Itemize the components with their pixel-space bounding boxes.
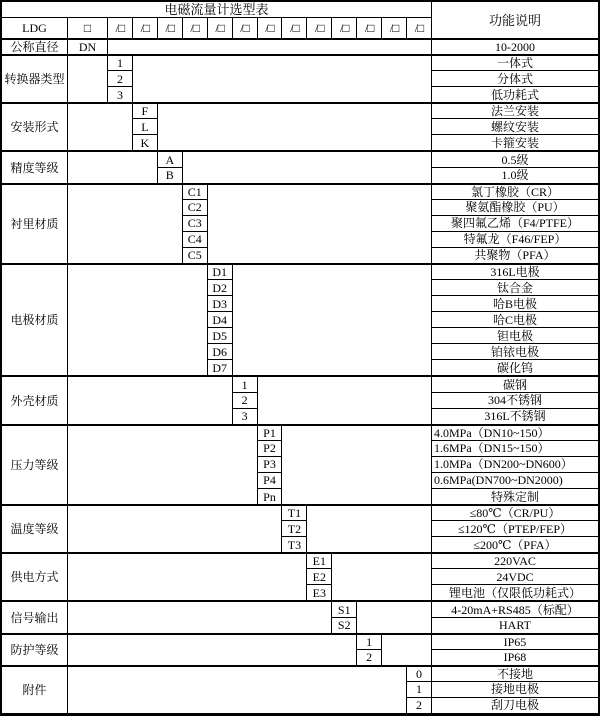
option-desc-cell: 特氟龙（F46/FEP） <box>432 232 598 248</box>
option-code-cell: C2 <box>183 200 208 216</box>
merged-empty-cell <box>68 264 208 377</box>
option-code-cell: 3 <box>108 87 133 103</box>
merged-empty-cell <box>68 601 332 633</box>
model-box-cell: □ <box>68 18 108 39</box>
option-code-cell: D1 <box>208 264 233 280</box>
option-desc-cell: 聚氨酯橡胶（PU） <box>432 200 598 216</box>
category-label: 温度等级 <box>2 505 68 553</box>
option-desc-cell: IP68 <box>432 650 598 666</box>
category-label: 防护等级 <box>2 634 68 666</box>
option-desc-cell: 316L不锈钢 <box>432 409 598 425</box>
category-label: 附件 <box>2 666 68 714</box>
option-desc-cell: 24VDC <box>432 569 598 585</box>
option-code-cell: 2 <box>108 71 133 87</box>
model-slot-cell: /□ <box>208 18 233 39</box>
merged-empty-cell <box>258 376 432 424</box>
category-label: 衬里材质 <box>2 184 68 264</box>
option-code-cell: S2 <box>332 618 357 634</box>
option-code-cell: D3 <box>208 296 233 312</box>
option-desc-cell: ≤120℃（PTEP/FEP） <box>432 521 598 537</box>
option-code-cell: E3 <box>307 585 332 601</box>
merged-empty-cell <box>332 553 432 601</box>
option-desc-cell: 碳化钨 <box>432 360 598 376</box>
option-code-cell: P3 <box>258 457 283 473</box>
option-code-cell: E2 <box>307 569 332 585</box>
option-code-cell: E1 <box>307 553 332 569</box>
option-desc-cell: 螺纹安装 <box>432 119 598 135</box>
option-desc-cell: 接地电极 <box>432 682 598 698</box>
option-desc-cell: 哈B电极 <box>432 296 598 312</box>
merged-empty-cell <box>382 634 432 666</box>
merged-empty-cell <box>158 103 432 151</box>
option-desc-cell: 不接地 <box>432 666 598 682</box>
option-code-cell: Pn <box>258 489 283 505</box>
option-code-cell: L <box>133 119 158 135</box>
merged-empty-cell <box>357 601 432 633</box>
option-desc-cell: 10-2000 <box>432 39 598 55</box>
merged-empty-cell <box>68 55 108 103</box>
option-desc-cell: 4.0MPa（DN10~150） <box>432 425 598 441</box>
category-label: 安装形式 <box>2 103 68 151</box>
option-desc-cell: 1.6MPa（DN15~150） <box>432 441 598 457</box>
option-code-cell: 2 <box>407 698 432 714</box>
model-slot-cell: /□ <box>258 18 283 39</box>
merged-empty-cell <box>108 39 432 55</box>
option-code-cell: 1 <box>108 55 133 71</box>
option-code-cell: 0 <box>407 666 432 682</box>
option-desc-cell: 低功耗式 <box>432 87 598 103</box>
option-code-cell: T1 <box>282 505 307 521</box>
category-label: 外壳材质 <box>2 376 68 424</box>
option-desc-cell: 铂铱电极 <box>432 344 598 360</box>
merged-empty-cell <box>233 264 432 377</box>
model-prefix-label: LDG <box>2 18 68 39</box>
merged-empty-cell <box>68 151 158 183</box>
option-code-cell: C3 <box>183 216 208 232</box>
option-desc-cell: 共聚物（PFA） <box>432 248 598 264</box>
option-desc-cell: 卡箍安装 <box>432 135 598 151</box>
model-slot-cell: /□ <box>183 18 208 39</box>
category-label: 压力等级 <box>2 425 68 505</box>
option-code-cell: 1 <box>233 376 258 392</box>
option-desc-cell: 0.6MPa(DN700~DN2000) <box>432 473 598 489</box>
option-code-cell: P2 <box>258 441 283 457</box>
merged-empty-cell <box>133 55 432 103</box>
option-code-cell: DN <box>68 39 108 55</box>
option-code-cell: D6 <box>208 344 233 360</box>
option-desc-cell: 一体式 <box>432 55 598 71</box>
option-code-cell: D2 <box>208 280 233 296</box>
merged-empty-cell <box>183 151 432 183</box>
option-code-cell: 1 <box>357 634 382 650</box>
option-code-cell: A <box>158 151 183 167</box>
option-code-cell: S1 <box>332 601 357 617</box>
option-code-cell: C5 <box>183 248 208 264</box>
option-code-cell: 1 <box>407 682 432 698</box>
option-desc-cell: 4-20mA+RS485（标配） <box>432 601 598 617</box>
model-slot-cell: /□ <box>233 18 258 39</box>
option-desc-cell: 特殊定制 <box>432 489 598 505</box>
option-desc-cell: 220VAC <box>432 553 598 569</box>
function-column-header: 功能说明 <box>432 2 598 39</box>
option-code-cell: B <box>158 168 183 184</box>
page-title: 电磁流量计选型表 <box>2 2 432 18</box>
option-code-cell: D4 <box>208 312 233 328</box>
merged-empty-cell <box>68 634 357 666</box>
option-desc-cell: 1.0级 <box>432 168 598 184</box>
option-code-cell: K <box>133 135 158 151</box>
option-desc-cell: 碳钢 <box>432 376 598 392</box>
option-code-cell: T3 <box>282 537 307 553</box>
option-code-cell: 2 <box>357 650 382 666</box>
model-slot-cell: /□ <box>307 18 332 39</box>
option-desc-cell: 1.0MPa（DN200~DN600） <box>432 457 598 473</box>
option-desc-cell: 氯丁橡胶（CR） <box>432 184 598 200</box>
option-code-cell: T2 <box>282 521 307 537</box>
merged-empty-cell <box>68 184 183 264</box>
option-code-cell: D5 <box>208 328 233 344</box>
merged-empty-cell <box>68 553 307 601</box>
merged-empty-cell <box>68 505 282 553</box>
option-desc-cell: 钛合金 <box>432 280 598 296</box>
merged-empty-cell <box>208 184 432 264</box>
merged-empty-cell <box>68 666 407 714</box>
option-desc-cell: 锂电池（仅限低功耗式） <box>432 585 598 601</box>
option-code-cell: D7 <box>208 360 233 376</box>
option-code-cell: 3 <box>233 409 258 425</box>
option-code-cell: 2 <box>233 393 258 409</box>
option-desc-cell: 刮刀电极 <box>432 698 598 714</box>
option-code-cell: C1 <box>183 184 208 200</box>
merged-empty-cell <box>282 425 432 505</box>
option-desc-cell: HART <box>432 618 598 634</box>
option-desc-cell: 316L电极 <box>432 264 598 280</box>
model-slot-cell: /□ <box>357 18 382 39</box>
merged-empty-cell <box>68 103 133 151</box>
option-desc-cell: IP65 <box>432 634 598 650</box>
model-slot-cell: /□ <box>282 18 307 39</box>
option-desc-cell: 0.5级 <box>432 151 598 167</box>
model-slot-cell: /□ <box>133 18 158 39</box>
option-desc-cell: 钽电极 <box>432 328 598 344</box>
option-desc-cell: 哈C电极 <box>432 312 598 328</box>
merged-empty-cell <box>68 425 258 505</box>
model-slot-cell: /□ <box>407 18 432 39</box>
option-code-cell: P4 <box>258 473 283 489</box>
option-desc-cell: ≤80℃（CR/PU） <box>432 505 598 521</box>
option-desc-cell: ≤200℃（PFA） <box>432 537 598 553</box>
merged-empty-cell <box>307 505 432 553</box>
category-label: 公称直径 <box>2 39 68 55</box>
option-desc-cell: 法兰安装 <box>432 103 598 119</box>
option-code-cell: P1 <box>258 425 283 441</box>
option-code-cell: F <box>133 103 158 119</box>
model-slot-cell: /□ <box>158 18 183 39</box>
category-label: 转换器类型 <box>2 55 68 103</box>
model-slot-cell: /□ <box>382 18 407 39</box>
merged-empty-cell <box>68 376 233 424</box>
category-label: 信号输出 <box>2 601 68 633</box>
option-desc-cell: 聚四氟乙烯（F4/PTFE） <box>432 216 598 232</box>
category-label: 电极材质 <box>2 264 68 377</box>
option-code-cell: C4 <box>183 232 208 248</box>
model-slot-cell: /□ <box>332 18 357 39</box>
category-label: 供电方式 <box>2 553 68 601</box>
option-desc-cell: 304不锈钢 <box>432 393 598 409</box>
option-desc-cell: 分体式 <box>432 71 598 87</box>
model-slot-cell: /□ <box>108 18 133 39</box>
category-label: 精度等级 <box>2 151 68 183</box>
